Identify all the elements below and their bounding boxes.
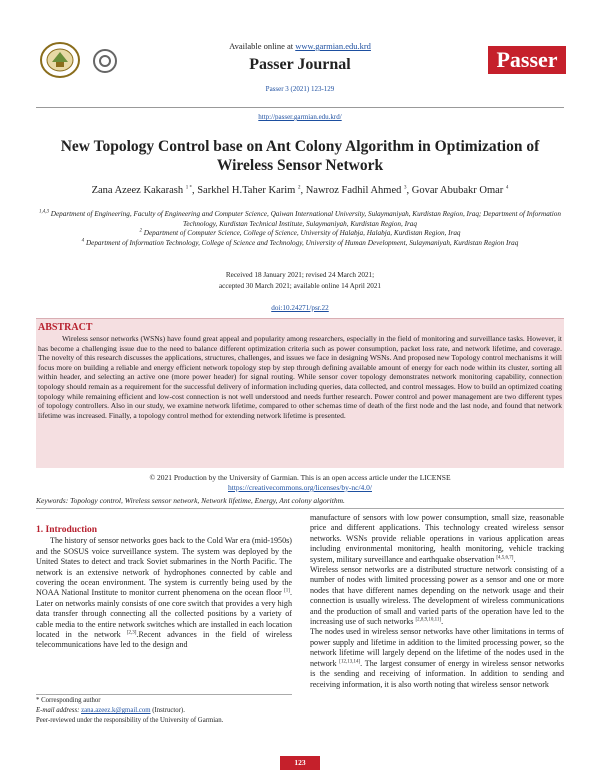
keywords-divider xyxy=(36,508,564,509)
abstract-heading: ABSTRACT xyxy=(38,322,93,333)
available-label: Available online at xyxy=(229,41,296,51)
journal-name: Passer Journal xyxy=(249,56,351,73)
dates-received: Received 18 January 2021; revised 24 March 2021; xyxy=(225,271,375,279)
journal-citation: Passer 3 (2021) 123-129 xyxy=(265,85,335,93)
dates-accepted: accepted 30 March 2021; available online 14 April 2021 xyxy=(218,282,382,290)
availability-line xyxy=(0,41,600,51)
license-text: © 2021 Production by the University of Garmian. This is an open access article under the LICENSE xyxy=(149,473,451,482)
author-2: Sarkhel H.Taher Karim $^2$ xyxy=(197,185,301,196)
author-3: Nawroz Fadhil Ahmed $^3$ xyxy=(305,185,407,196)
journal-url-link[interactable]: http://passer.garmian.edu.krd/ xyxy=(258,113,342,121)
keywords-text: Topology control, Wireless sensor network, Network lifetime, Energy, Ant colony algorithm. xyxy=(70,496,345,505)
keywords xyxy=(36,496,564,505)
affiliation-1: $^{1,4,3}$ Department of Engineering, Faculty of Engineering and Computer Science, Qaiwan International University, Sulaymaniyah, Kurdistan Region, Iraq; Department of Information Technology, Kurdistan Technical Institute, Sulaymaniyah, Kurdistan Region, Iraq xyxy=(39,209,561,228)
abstract-box xyxy=(36,318,564,468)
author-1: Zana Azeez Kakarash $^{1 *}$ xyxy=(91,185,192,196)
journal-url-line xyxy=(0,113,600,121)
right-column xyxy=(310,513,564,690)
affiliations xyxy=(36,210,564,248)
intro-paragraph-3: Wireless sensor networks are a distributed structure network consisting of a number of nodes with limited processing power as a sensor and one or more nodes that have different names depending on the network usage and their connection is usually wireless. The development of wireless communications and the production of small and varied parts of the operation have led to the increasing use of such networks [2,8,9,10,11]. xyxy=(310,565,564,627)
journal-site-link[interactable]: www.garmian.edu.krd xyxy=(295,41,371,51)
footnote xyxy=(36,694,292,726)
page-number: 123 xyxy=(280,756,320,770)
section-heading-introduction: 1. Introduction xyxy=(36,525,98,535)
header-divider xyxy=(36,107,564,108)
article-dates xyxy=(0,270,600,292)
author-list: Zana Azeez Kakarash $^{1 *}$, Sarkhel H.Taher Karim $^2$, Nawroz Fadhil Ahmed $^3$, Govar Abubakr Omar $^4$ xyxy=(91,185,509,196)
intro-paragraph-4: The nodes used in wireless sensor networks have other limitations in terms of power supply and lifetime in addition to the limited processing power, so the network lifetime will largely depend on the lifetime of the nodes used in the network [12,13,14]. The largest consumer of energy in wireless sensor networks is the sending and receiving of information. In addition to sending and receiving information, it is also worth noting that wireless sensor network xyxy=(310,627,564,689)
license-block xyxy=(0,473,600,493)
intro-paragraph-2: manufacture of sensors with low power consumption, small size, reasonable price and different applications. This technology created wireless sensor networks. WSNs provide reliable operations in various application areas including environmental monitoring, health monitoring, vehicle tracking system, military surveillance and earthquake observation [4,5,6,7]. xyxy=(310,513,564,564)
email-link[interactable]: zana.azeez.k@gmail.com xyxy=(81,707,151,714)
abstract-text: Wireless sensor networks (WSNs) have found great appeal and popularity among researchers, especially in the field of monitoring and surveillance tasks. However, it has become a challenging issue due to the need to balance different optimization criteria such as power consumption, packet loss rate, and network lifetime, and coverage. The novelty of this research discusses the applications, structures, challenges, and issues we face in designing WSNs. And proposed new Topology control mechanisms it will focus more on building a reliable and energy efficient network topology step by step through defining available amount of energy for each node within its cluster, sorting all within header, and selecting an active one (more power header) for signal routing. While sensor cover topology demonstrates network monitoring capability, connection topology should remain as a requirement for the successful delivery of information including queries, data collected, and control messages. How to build an optimized coating topology while remaining efficient and low-cost connection is not well understood and needs further research. Power control and power management are two different types of topology controllers. Also in our study, we examine network lifetime, compared to other schemas time of death of the first node and the last node, and found that network lifetime was increased. Finally, a topology control method for extending network lifetime is presented. xyxy=(38,334,562,420)
author-4: Govar Abubakr Omar $^4$ xyxy=(411,185,509,196)
corresponding-author-note: * Corresponding author xyxy=(36,697,101,704)
paper-title: New Topology Control base on Ant Colony Algorithm in Optimization of Wireless Sensor Network xyxy=(60,138,540,174)
affiliation-2: $^2$ Department of Computer Science, College of Science, University of Halabja, Halabja, Kurdistan Region, Iraq xyxy=(139,228,461,237)
email-line: E-mail address: zana.azeez.k@gmail.com (Instructor). xyxy=(36,707,185,714)
passer-brand-logo: Passer xyxy=(488,46,566,74)
doi-link[interactable]: doi:10.24271/psr.22 xyxy=(271,304,329,312)
intro-paragraph-1: The history of sensor networks goes back to the Cold War era (mid-1950s) and the SOSUS voice surveillance system. The system was deployed by the United States to detect and track Soviet submarines in the North Pacific. The network is an extensive network of hydrophones connected by cable and covering the ocean environment. The system is currently being used by the NOAA National Institute to monitor current phenomena on the ocean floor [1]. Later on networks mainly consists of one core switch that provides a very high data transfer through connecting all the collected positions by a variety of cable media to the entire network switches which are installed in each location located in the network [2,3].Recent advances in the field of wireless telecommunications have led to the design and xyxy=(36,536,292,650)
license-link[interactable]: https://creativecommons.org/licenses/by-nc/4.0/ xyxy=(228,483,372,492)
affiliation-3: $^4$ Department of Information Technology, College of Science and Technology, University of Human Development, Sulaymaniyah, Kurdistan Region Iraq xyxy=(81,238,519,247)
doi-line xyxy=(0,304,600,312)
keywords-label: Keywords: xyxy=(36,496,69,505)
peer-review-note: Peer-reviewed under the responsibility of the University of Garmian. xyxy=(36,717,224,724)
left-column xyxy=(36,525,292,651)
